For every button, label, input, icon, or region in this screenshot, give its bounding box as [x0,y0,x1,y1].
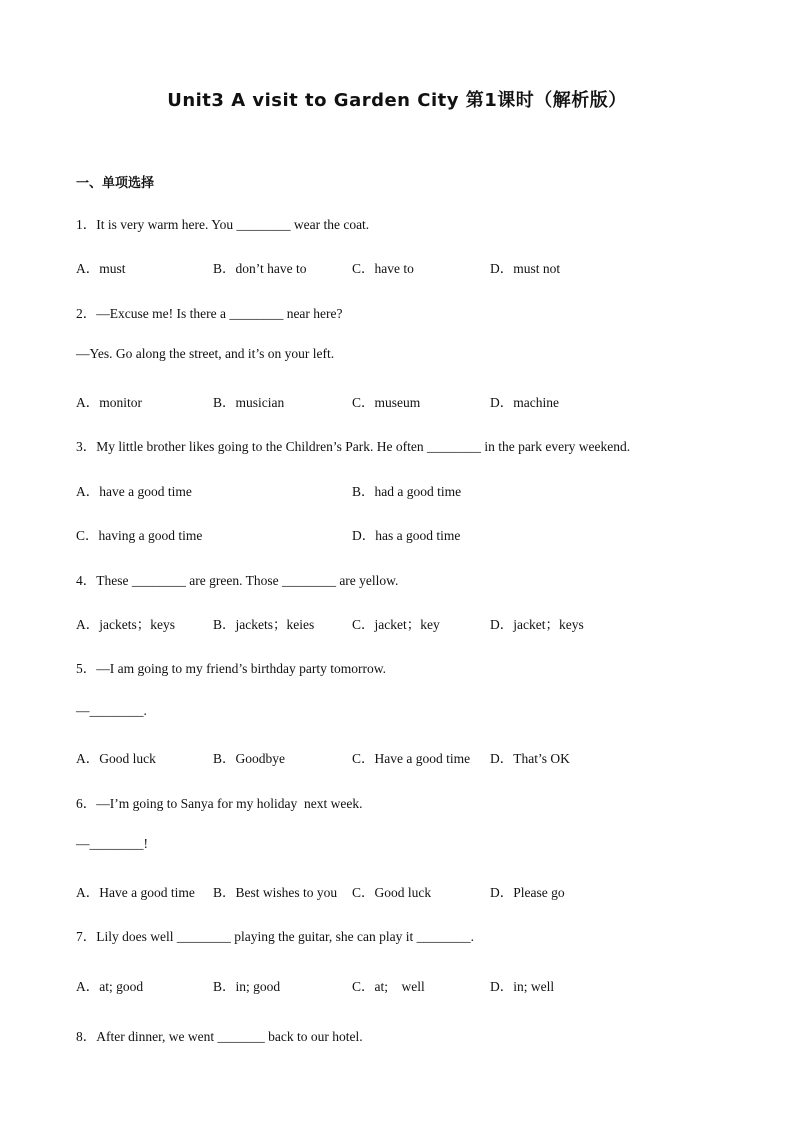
question-7-option-c: C．at; well [352,979,425,994]
question-1-stem: 1．It is very warm here. You ________ wear the coat. [76,217,370,232]
section-heading: 一、单项选择 [76,176,155,191]
question-4-option-c: C．jacket；key [352,617,440,632]
question-3-option-b: B．had a good time [352,484,462,499]
question-3-option-c: C．having a good time [76,528,203,543]
question-7-option-b: B．in; good [213,979,281,994]
question-2-stem: 2．—Excuse me! Is there a ________ near here? [76,306,343,321]
question-2-option-b: B．musician [213,395,285,410]
question-6-stem: 6．—I’m going to Sanya for my holiday next week. [76,796,363,811]
question-1-option-c: C．have to [352,261,414,276]
question-8-stem: 8．After dinner, we went _______ back to our hotel. [76,1029,363,1044]
question-7-option-a: A．at; good [76,979,144,994]
question-5-option-a: A．Good luck [76,751,156,766]
question-2-response: —Yes. Go along the street, and it’s on your left. [76,346,335,361]
question-2-option-d: D．machine [490,395,559,410]
question-6-option-d: D．Please go [490,885,565,900]
question-3-option-a: A．have a good time [76,484,192,499]
question-6-option-b: B．Best wishes to you [213,885,338,900]
question-5-response: —________. [76,703,147,718]
page-title: Unit3 A visit to Garden City 第1课时（解析版） [167,90,627,111]
question-4-stem: 4．These ________ are green. Those ________ are yellow. [76,573,399,588]
question-6-option-a: A．Have a good time [76,885,195,900]
question-5-option-c: C．Have a good time [352,751,471,766]
question-5-option-d: D．That’s OK [490,751,570,766]
question-1-option-d: D．must not [490,261,561,276]
question-6-response: —________! [76,836,148,851]
question-2-option-a: A．monitor [76,395,142,410]
question-6-option-c: C．Good luck [352,885,432,900]
question-3-stem: 3．My little brother likes going to the Children’s Park. He often ________ in the park every weekend. [76,439,631,454]
question-5-stem: 5．—I am going to my friend’s birthday party tomorrow. [76,661,386,676]
question-1-option-a: A．must [76,261,126,276]
question-3-option-d: D．has a good time [352,528,461,543]
question-4-option-d: D．jacket；keys [490,617,584,632]
question-7-option-d: D．in; well [490,979,555,994]
question-4-option-a: A．jackets；keys [76,617,175,632]
question-2-option-c: C．museum [352,395,421,410]
question-4-option-b: B．jackets；keies [213,617,315,632]
question-5-option-b: B．Goodbye [213,751,285,766]
question-1-option-b: B．don’t have to [213,261,307,276]
question-7-stem: 7．Lily does well ________ playing the guitar, she can play it ________. [76,929,475,944]
